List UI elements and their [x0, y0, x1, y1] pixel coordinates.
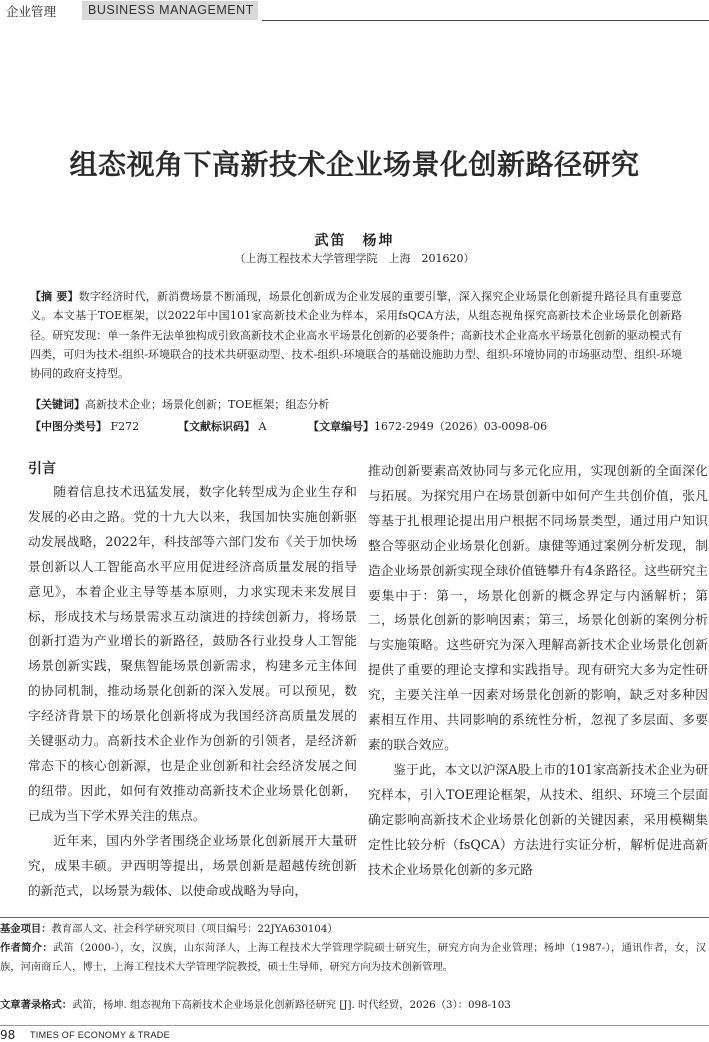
- abstract-text: 数字经济时代，新消费场景不断涌现，场景化创新成为企业发展的重要引擎，深入探究企业场景化创新提升路径具有重要意义。本文基于TOE框架，以2022年中国101家高新技术企业为样本，采用fsQCA方法，从组态视角探究高新技术企业场景化创新路径。研究发现：单一条件无法单独构成引致高新技术企业高水平场景化创新的必要条件；高新技术企业高水平场景化创新的驱动模式有四类，可归为技术-组织-环境联合的技术共研驱动型、技术-组织-环境联合的基础设施助力型、组织-环境协同的市场驱动型、组织-环境协同的政府支持型。: [30, 290, 682, 381]
- keywords-label: 【关键词】: [30, 398, 85, 411]
- citation-note: [0, 996, 706, 1015]
- clc-value: F272: [110, 420, 140, 433]
- article-no-value: 1672-2949（2026）03-0098-06: [374, 420, 548, 433]
- footnote-rule: [0, 917, 709, 918]
- clc-label: 【中图分类号】: [30, 420, 107, 433]
- page-header: [0, 0, 709, 22]
- paragraph: 鉴于此，本文以沪深A股上市的101家高新技术企业为研究样本，引入TOE理论框架，从技术、组织、环境三个层面确定影响高新技术企业场景化创新的关键因素，采用模糊集定性比较分析（fsQCA）方法进行实证分析，解析促进高新技术企业场景化创新的多元路: [368, 761, 708, 877]
- intro-heading: 引言: [28, 461, 56, 477]
- paragraph: 推动创新要素高效协同与多元化应用，实现创新的全面深化与拓展。为探究用户在场景创新中如何产生共创价值，张凡等基于扎根理论提出用户根据不同场景类型，通过用户知识整合等驱动企业场景化创新。康健等通过案例分析发现，制造企业场景创新实现全球价值链攀升有4条路径。这些研究主要集中于：第一，场景化创新的概念界定与内涵解析；第二，场景化创新的影响因素；第三，场景化创新的案例分析与实施策略。这些研究为深入理解高新技术企业场景化创新提供了重要的理论支撑和实践指导。现有研究大多为定性研究，主要关注单一因素对场景化创新的影响，缺乏对多种因素相互作用、共同影响的系统性分析，忽视了多层面、多要素的联合效应。: [368, 463, 708, 752]
- keywords: [30, 396, 682, 412]
- fund-label: 基金项目：: [0, 923, 52, 935]
- footer-rule: [0, 1025, 709, 1026]
- author-affiliation: （上海工程技术大学管理学院 上海 201620）: [234, 252, 475, 265]
- page-number: 98: [0, 1028, 16, 1042]
- doc-label: 【文献标识码】: [178, 420, 255, 433]
- abstract: [30, 287, 682, 383]
- section-tag: BUSINESS MANAGEMENT: [82, 1, 258, 20]
- author-note-text: 武笛（2000-），女，汉族，山东菏泽人，上海工程技术大学管理学院硕士研究生，研究方向为企业管理；杨坤（1987-），通讯作者，女，汉族，河南商丘人，博士，上海工程技术大学管理学院教授，硕士生导师，研究方向为技术创新管理。: [0, 942, 707, 973]
- author-note: [0, 939, 706, 977]
- article-no-label: 【文章编号】: [308, 420, 374, 433]
- abstract-label: 【摘 要】: [30, 290, 79, 303]
- fund-note: [0, 920, 706, 939]
- body-column-right: [368, 459, 708, 882]
- keywords-text: 高新技术企业；场景化创新；TOE框架；组态分析: [85, 398, 330, 411]
- journal-name: TIMES OF ECONOMY & TRADE: [30, 1030, 170, 1040]
- paragraph: 随着信息技术迅猛发展，数字化转型成为企业生存和发展的必由之路。党的十九大以来，我国加快实施创新驱动发展战略，2022年，科技部等六部门发布《关于加快场景创新以人工智能高水平应用促进经济高质量发展的指导意见》，本着企业主导等基本原则，力求实现未来发展目标，形成技术与场景需求互动演进的持续创新力，将场景创新打造为产业增长的新路径，鼓励各行业投身人工智能场景创新实践，聚焦智能场景创新需求，构建多元主体间的协同机制，推动场景化创新的深入发展。可以预见，数字经济背景下的场景化创新将成为我国经济高质量发展的关键驱动力。高新技术企业作为创新的引领者，是经济新常态下的核心创新源，也是企业创新和社会经济发展之间的纽带。因此，如何有效推动高新技术企业场景化创新，已成为当下学术界关注的焦点。: [28, 484, 357, 823]
- article-title: 组态视角下高新技术企业场景化创新路径研究: [69, 148, 640, 181]
- header-rule: [262, 20, 709, 21]
- doc-value: A: [258, 420, 267, 433]
- body-column-left: [28, 458, 357, 903]
- author-names: 武笛 杨坤: [314, 233, 395, 249]
- fund-text: 教育部人文、社会科学研究项目（项目编号：22JYA630104）: [51, 923, 338, 935]
- citation-text: 武笛，杨坤. 组态视角下高新技术企业场景化创新路径研究 [J]. 时代经贸，2026（3）：098-103: [72, 999, 511, 1011]
- author-note-label: 作者简介：: [0, 942, 53, 954]
- citation-label: 文章著录格式：: [0, 999, 73, 1011]
- paragraph: 近年来，国内外学者围绕企业场景化创新展开大量研究，成果丰硕。尹西明等提出，场景创新是超越传统创新的新范式，以场景为载体、以使命或战略为导向，: [28, 832, 357, 898]
- section-name: 企业管理: [6, 4, 57, 19]
